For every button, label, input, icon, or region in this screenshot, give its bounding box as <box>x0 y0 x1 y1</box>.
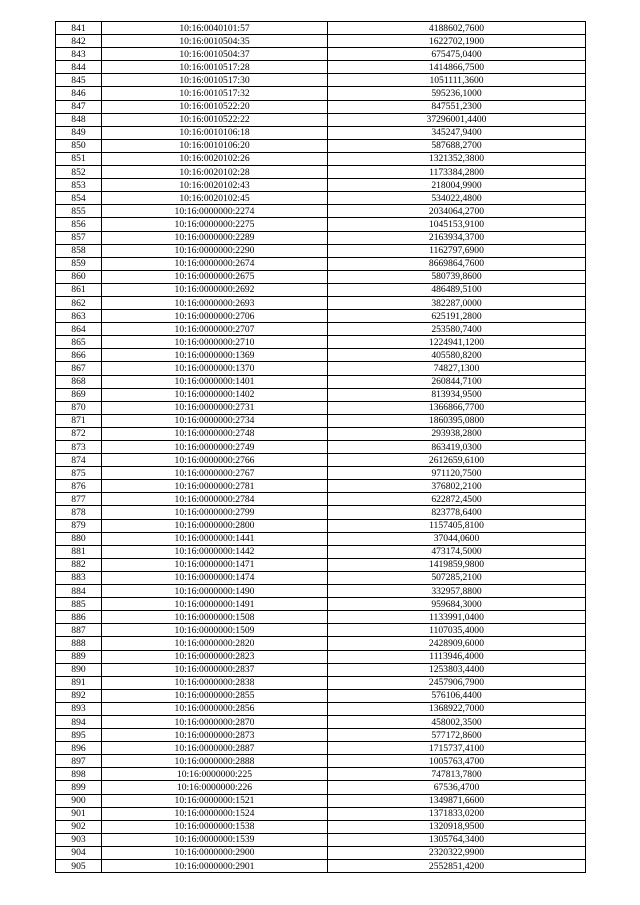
cadastral-number-cell: 10:16:0010106:20 <box>102 139 328 152</box>
cadastral-value-cell: 959684,3000 <box>328 598 586 611</box>
cadastral-number-cell: 10:16:0000000:2289 <box>102 231 328 244</box>
cadastral-number-cell: 10:16:0000000:1490 <box>102 585 328 598</box>
row-number-cell: 882 <box>56 558 102 571</box>
table-row <box>56 493 586 506</box>
cadastral-number-cell: 10:16:0010504:37 <box>102 48 328 61</box>
table-row <box>56 820 586 833</box>
cadastral-value-cell: 847551,2300 <box>328 100 586 113</box>
cadastral-value-cell: 382287,0000 <box>328 296 586 309</box>
cadastral-value-cell: 1051111,3600 <box>328 74 586 87</box>
row-number-cell: 851 <box>56 152 102 165</box>
table-row <box>56 689 586 702</box>
row-number-cell: 848 <box>56 113 102 126</box>
cadastral-number-cell: 10:16:0000000:2766 <box>102 454 328 467</box>
cadastral-value-cell: 473174,5000 <box>328 545 586 558</box>
cadastral-value-cell: 2612659,6100 <box>328 454 586 467</box>
row-number-cell: 852 <box>56 166 102 179</box>
row-number-cell: 895 <box>56 729 102 742</box>
cadastral-number-cell: 10:16:0000000:1442 <box>102 545 328 558</box>
cadastral-value-cell: 1366866,7700 <box>328 401 586 414</box>
table-row <box>56 126 586 139</box>
table-row <box>56 571 586 584</box>
cadastral-number-cell: 10:16:0000000:1509 <box>102 624 328 637</box>
table-row <box>56 702 586 715</box>
row-number-cell: 897 <box>56 755 102 768</box>
table-row <box>56 218 586 231</box>
table-row <box>56 624 586 637</box>
table-row <box>56 441 586 454</box>
cadastral-number-cell: 10:16:0000000:1521 <box>102 794 328 807</box>
row-number-cell: 864 <box>56 323 102 336</box>
table-row <box>56 585 586 598</box>
cadastral-value-cell: 595236,1000 <box>328 87 586 100</box>
cadastral-value-cell: 1224941,1200 <box>328 336 586 349</box>
table-row <box>56 61 586 74</box>
row-number-cell: 862 <box>56 296 102 309</box>
row-number-cell: 867 <box>56 362 102 375</box>
cadastral-value-table <box>55 21 586 873</box>
cadastral-number-cell: 10:16:0000000:2748 <box>102 427 328 440</box>
row-number-cell: 847 <box>56 100 102 113</box>
cadastral-number-cell: 10:16:0000000:1508 <box>102 611 328 624</box>
cadastral-value-cell: 1349871,6600 <box>328 794 586 807</box>
row-number-cell: 883 <box>56 571 102 584</box>
cadastral-value-cell: 1419859,9800 <box>328 558 586 571</box>
row-number-cell: 871 <box>56 414 102 427</box>
cadastral-value-cell: 863419,0300 <box>328 441 586 454</box>
table-row <box>56 768 586 781</box>
table-row <box>56 192 586 205</box>
row-number-cell: 887 <box>56 624 102 637</box>
cadastral-number-cell: 10:16:0010517:28 <box>102 61 328 74</box>
cadastral-number-cell: 10:16:0000000:2887 <box>102 742 328 755</box>
cadastral-value-cell: 747813,7800 <box>328 768 586 781</box>
cadastral-value-cell: 1107035,4000 <box>328 624 586 637</box>
table-row <box>56 558 586 571</box>
row-number-cell: 876 <box>56 480 102 493</box>
cadastral-number-cell: 10:16:0000000:226 <box>102 781 328 794</box>
cadastral-number-cell: 10:16:0000000:2823 <box>102 650 328 663</box>
cadastral-value-cell: 218004,9900 <box>328 179 586 192</box>
table-row <box>56 283 586 296</box>
table-row <box>56 742 586 755</box>
row-number-cell: 886 <box>56 611 102 624</box>
cadastral-value-cell: 971120,7500 <box>328 467 586 480</box>
table-row <box>56 48 586 61</box>
row-number-cell: 884 <box>56 585 102 598</box>
cadastral-number-cell: 10:16:0000000:1370 <box>102 362 328 375</box>
row-number-cell: 889 <box>56 650 102 663</box>
row-number-cell: 890 <box>56 663 102 676</box>
row-number-cell: 879 <box>56 519 102 532</box>
table-row <box>56 152 586 165</box>
row-number-cell: 901 <box>56 807 102 820</box>
table-row <box>56 35 586 48</box>
row-number-cell: 842 <box>56 35 102 48</box>
cadastral-number-cell: 10:16:0000000:2706 <box>102 310 328 323</box>
table-row <box>56 454 586 467</box>
row-number-cell: 904 <box>56 846 102 859</box>
cadastral-number-cell: 10:16:0020102:45 <box>102 192 328 205</box>
cadastral-value-cell: 1113946,4000 <box>328 650 586 663</box>
cadastral-number-cell: 10:16:0040101:57 <box>102 22 328 35</box>
table-row <box>56 231 586 244</box>
cadastral-value-cell: 577172,8600 <box>328 729 586 742</box>
row-number-cell: 893 <box>56 702 102 715</box>
cadastral-number-cell: 10:16:0000000:2870 <box>102 715 328 728</box>
row-number-cell: 849 <box>56 126 102 139</box>
cadastral-number-cell: 10:16:0000000:1524 <box>102 807 328 820</box>
table-row <box>56 427 586 440</box>
cadastral-value-cell: 1371833,0200 <box>328 807 586 820</box>
cadastral-value-cell: 2457906,7900 <box>328 676 586 689</box>
cadastral-value-cell: 1157405,8100 <box>328 519 586 532</box>
table-row <box>56 270 586 283</box>
table-row <box>56 310 586 323</box>
cadastral-number-cell: 10:16:0000000:225 <box>102 768 328 781</box>
cadastral-number-cell: 10:16:0000000:2675 <box>102 270 328 283</box>
row-number-cell: 894 <box>56 715 102 728</box>
table-row <box>56 375 586 388</box>
cadastral-value-cell: 1414866,7500 <box>328 61 586 74</box>
cadastral-number-cell: 10:16:0000000:1369 <box>102 349 328 362</box>
cadastral-value-cell: 2428909,6000 <box>328 637 586 650</box>
cadastral-value-cell: 405580,8200 <box>328 349 586 362</box>
cadastral-value-cell: 1715737,4100 <box>328 742 586 755</box>
row-number-cell: 891 <box>56 676 102 689</box>
row-number-cell: 903 <box>56 833 102 846</box>
cadastral-number-cell: 10:16:0000000:2290 <box>102 244 328 257</box>
cadastral-number-cell: 10:16:0000000:2900 <box>102 846 328 859</box>
cadastral-value-cell: 74827,1300 <box>328 362 586 375</box>
cadastral-value-cell: 823778,6400 <box>328 506 586 519</box>
row-number-cell: 873 <box>56 441 102 454</box>
table-row <box>56 388 586 401</box>
cadastral-number-cell: 10:16:0000000:2734 <box>102 414 328 427</box>
cadastral-number-cell: 10:16:0000000:2873 <box>102 729 328 742</box>
cadastral-value-cell: 1320918,9500 <box>328 820 586 833</box>
table-row <box>56 532 586 545</box>
cadastral-number-cell: 10:16:0020102:26 <box>102 152 328 165</box>
table-row <box>56 807 586 820</box>
row-number-cell: 892 <box>56 689 102 702</box>
cadastral-value-cell: 2552851,4200 <box>328 860 586 873</box>
row-number-cell: 902 <box>56 820 102 833</box>
row-number-cell: 888 <box>56 637 102 650</box>
table-row <box>56 87 586 100</box>
cadastral-number-cell: 10:16:0010522:22 <box>102 113 328 126</box>
table-row <box>56 257 586 270</box>
row-number-cell: 898 <box>56 768 102 781</box>
cadastral-number-cell: 10:16:0000000:2888 <box>102 755 328 768</box>
cadastral-value-cell: 37296001,4400 <box>328 113 586 126</box>
cadastral-value-cell: 1045153,9100 <box>328 218 586 231</box>
row-number-cell: 870 <box>56 401 102 414</box>
cadastral-value-cell: 622872,4500 <box>328 493 586 506</box>
table-row <box>56 637 586 650</box>
row-number-cell: 875 <box>56 467 102 480</box>
cadastral-value-cell: 67536,4700 <box>328 781 586 794</box>
cadastral-value-cell: 507285,2100 <box>328 571 586 584</box>
cadastral-value-cell: 332957,8800 <box>328 585 586 598</box>
row-number-cell: 877 <box>56 493 102 506</box>
row-number-cell: 841 <box>56 22 102 35</box>
cadastral-number-cell: 10:16:0020102:43 <box>102 179 328 192</box>
cadastral-number-cell: 10:16:0000000:1538 <box>102 820 328 833</box>
row-number-cell: 858 <box>56 244 102 257</box>
cadastral-number-cell: 10:16:0000000:2275 <box>102 218 328 231</box>
table-row <box>56 676 586 689</box>
cadastral-number-cell: 10:16:0000000:2800 <box>102 519 328 532</box>
table-row <box>56 74 586 87</box>
cadastral-value-cell: 1860395,0800 <box>328 414 586 427</box>
cadastral-value-cell: 813934,9500 <box>328 388 586 401</box>
row-number-cell: 899 <box>56 781 102 794</box>
table-row <box>56 414 586 427</box>
table-row <box>56 205 586 218</box>
cadastral-value-cell: 576106,4400 <box>328 689 586 702</box>
cadastral-value-cell: 2034064,2700 <box>328 205 586 218</box>
cadastral-number-cell: 10:16:0010517:30 <box>102 74 328 87</box>
table-row <box>56 139 586 152</box>
table-row <box>56 860 586 873</box>
row-number-cell: 843 <box>56 48 102 61</box>
cadastral-value-cell: 37044,0600 <box>328 532 586 545</box>
row-number-cell: 863 <box>56 310 102 323</box>
table-row <box>56 166 586 179</box>
table-row <box>56 100 586 113</box>
cadastral-value-cell: 2320322,9900 <box>328 846 586 859</box>
row-number-cell: 874 <box>56 454 102 467</box>
table-row <box>56 480 586 493</box>
cadastral-number-cell: 10:16:0000000:2692 <box>102 283 328 296</box>
cadastral-number-cell: 10:16:0000000:2749 <box>102 441 328 454</box>
row-number-cell: 865 <box>56 336 102 349</box>
table-row <box>56 467 586 480</box>
cadastral-value-cell: 587688,2700 <box>328 139 586 152</box>
table-row <box>56 846 586 859</box>
table-row <box>56 323 586 336</box>
cadastral-value-cell: 260844,7100 <box>328 375 586 388</box>
cadastral-value-cell: 376802,2100 <box>328 480 586 493</box>
cadastral-number-cell: 10:16:0000000:1441 <box>102 532 328 545</box>
cadastral-value-cell: 1622702,1900 <box>328 35 586 48</box>
table-row <box>56 506 586 519</box>
cadastral-value-cell: 1173384,2800 <box>328 166 586 179</box>
table-row <box>56 715 586 728</box>
table-row <box>56 113 586 126</box>
row-number-cell: 881 <box>56 545 102 558</box>
row-number-cell: 860 <box>56 270 102 283</box>
cadastral-number-cell: 10:16:0000000:2274 <box>102 205 328 218</box>
cadastral-value-cell: 1305764,3400 <box>328 833 586 846</box>
cadastral-value-cell: 253580,7400 <box>328 323 586 336</box>
table-row <box>56 296 586 309</box>
cadastral-number-cell: 10:16:0010522:20 <box>102 100 328 113</box>
cadastral-value-cell: 1162797,6900 <box>328 244 586 257</box>
row-number-cell: 896 <box>56 742 102 755</box>
table-row <box>56 519 586 532</box>
row-number-cell: 885 <box>56 598 102 611</box>
cadastral-number-cell: 10:16:0000000:1474 <box>102 571 328 584</box>
row-number-cell: 850 <box>56 139 102 152</box>
table-row <box>56 650 586 663</box>
cadastral-value-cell: 8669864,7600 <box>328 257 586 270</box>
table-body <box>56 22 586 873</box>
cadastral-number-cell: 10:16:0000000:2693 <box>102 296 328 309</box>
row-number-cell: 866 <box>56 349 102 362</box>
table-row <box>56 349 586 362</box>
row-number-cell: 868 <box>56 375 102 388</box>
table-row <box>56 781 586 794</box>
row-number-cell: 845 <box>56 74 102 87</box>
cadastral-number-cell: 10:16:0000000:1491 <box>102 598 328 611</box>
row-number-cell: 869 <box>56 388 102 401</box>
table-row <box>56 401 586 414</box>
table-row <box>56 336 586 349</box>
cadastral-number-cell: 10:16:0000000:1471 <box>102 558 328 571</box>
row-number-cell: 855 <box>56 205 102 218</box>
table-row <box>56 794 586 807</box>
cadastral-number-cell: 10:16:0000000:2856 <box>102 702 328 715</box>
table-row <box>56 362 586 375</box>
cadastral-number-cell: 10:16:0000000:2731 <box>102 401 328 414</box>
cadastral-value-cell: 345247,9400 <box>328 126 586 139</box>
cadastral-number-cell: 10:16:0010517:32 <box>102 87 328 100</box>
cadastral-number-cell: 10:16:0000000:2820 <box>102 637 328 650</box>
row-number-cell: 861 <box>56 283 102 296</box>
row-number-cell: 846 <box>56 87 102 100</box>
cadastral-number-cell: 10:16:0000000:2784 <box>102 493 328 506</box>
cadastral-number-cell: 10:16:0000000:1539 <box>102 833 328 846</box>
table-row <box>56 22 586 35</box>
row-number-cell: 856 <box>56 218 102 231</box>
cadastral-number-cell: 10:16:0000000:2855 <box>102 689 328 702</box>
row-number-cell: 900 <box>56 794 102 807</box>
cadastral-number-cell: 10:16:0000000:2707 <box>102 323 328 336</box>
cadastral-number-cell: 10:16:0010106:18 <box>102 126 328 139</box>
cadastral-value-cell: 625191,2800 <box>328 310 586 323</box>
cadastral-number-cell: 10:16:0000000:2837 <box>102 663 328 676</box>
cadastral-value-cell: 534022,4800 <box>328 192 586 205</box>
row-number-cell: 872 <box>56 427 102 440</box>
cadastral-number-cell: 10:16:0000000:2799 <box>102 506 328 519</box>
cadastral-number-cell: 10:16:0000000:2710 <box>102 336 328 349</box>
cadastral-value-cell: 1005763,4700 <box>328 755 586 768</box>
cadastral-number-cell: 10:16:0000000:1402 <box>102 388 328 401</box>
cadastral-number-cell: 10:16:0010504:35 <box>102 35 328 48</box>
row-number-cell: 853 <box>56 179 102 192</box>
cadastral-number-cell: 10:16:0000000:2838 <box>102 676 328 689</box>
row-number-cell: 859 <box>56 257 102 270</box>
table-row <box>56 755 586 768</box>
table-row <box>56 729 586 742</box>
table-row <box>56 244 586 257</box>
cadastral-number-cell: 10:16:0000000:2674 <box>102 257 328 270</box>
row-number-cell: 844 <box>56 61 102 74</box>
cadastral-value-cell: 4188602,7600 <box>328 22 586 35</box>
cadastral-value-cell: 2163934,3700 <box>328 231 586 244</box>
cadastral-value-cell: 1321352,3800 <box>328 152 586 165</box>
cadastral-value-cell: 458002,3500 <box>328 715 586 728</box>
row-number-cell: 880 <box>56 532 102 545</box>
row-number-cell: 854 <box>56 192 102 205</box>
table-row <box>56 663 586 676</box>
cadastral-value-cell: 1368922,7000 <box>328 702 586 715</box>
cadastral-value-cell: 1253803,4400 <box>328 663 586 676</box>
cadastral-number-cell: 10:16:0000000:1401 <box>102 375 328 388</box>
row-number-cell: 857 <box>56 231 102 244</box>
cadastral-value-cell: 1133991,0400 <box>328 611 586 624</box>
table-row <box>56 179 586 192</box>
cadastral-value-cell: 580739,8600 <box>328 270 586 283</box>
cadastral-value-cell: 293938,2800 <box>328 427 586 440</box>
cadastral-number-cell: 10:16:0020102:28 <box>102 166 328 179</box>
cadastral-number-cell: 10:16:0000000:2767 <box>102 467 328 480</box>
cadastral-value-cell: 675475,0400 <box>328 48 586 61</box>
cadastral-number-cell: 10:16:0000000:2901 <box>102 860 328 873</box>
cadastral-value-cell: 486489,5100 <box>328 283 586 296</box>
table-row <box>56 833 586 846</box>
table-row <box>56 611 586 624</box>
table-row <box>56 598 586 611</box>
cadastral-number-cell: 10:16:0000000:2781 <box>102 480 328 493</box>
row-number-cell: 878 <box>56 506 102 519</box>
row-number-cell: 905 <box>56 860 102 873</box>
table-row <box>56 545 586 558</box>
